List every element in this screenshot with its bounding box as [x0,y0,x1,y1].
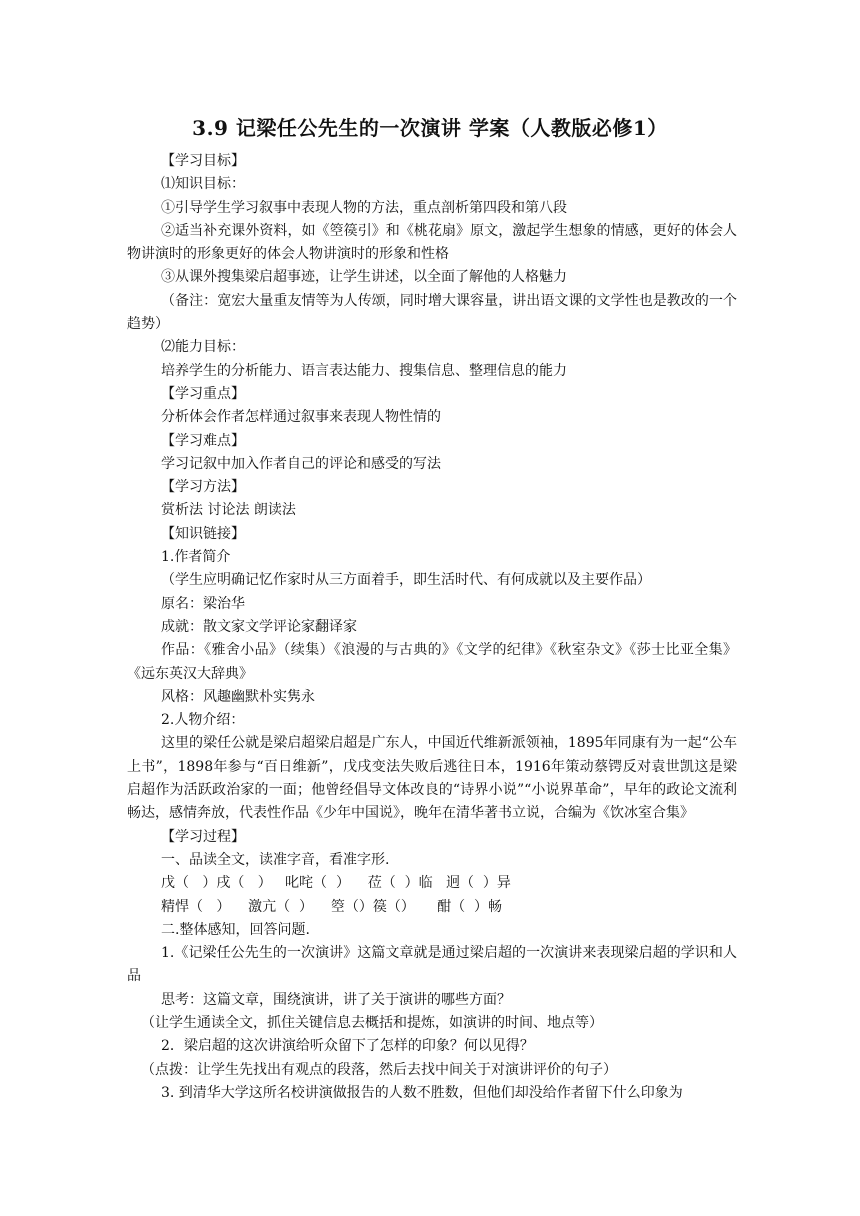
paragraph: 风格：风趣幽默朴实隽永 [161,688,315,705]
paragraph: 【学习难点】 [161,432,245,449]
paragraph: 赏析法 讨论法 朗读法 [161,502,296,519]
paragraph: 【学习重点】 [161,385,245,402]
document-body [127,150,737,1105]
paragraph: （让学生通读全文，抓住关键信息去概括和提炼，如演讲的时间、地点等） [141,1014,603,1031]
paragraph: 1.作者简介 [161,549,231,566]
paragraph: 培养学生的分析能力、语言表达能力、搜集信息、整理信息的能力 [161,362,567,379]
paragraph: 【学习方法】 [161,479,245,496]
paragraph: （学生应明确记忆作家时从三方面着手，即生活时代、有何成就以及主要作品） [161,572,651,589]
paragraph: 【学习过程】 [161,828,245,845]
paragraph: （备注：宽宏大量重友情等为人传颂，同时增大课容量，讲出语文课的文学性也是教改的一个趋势） [127,292,737,333]
paragraph: 【知识链接】 [161,525,245,542]
paragraph: 2．梁启超的这次讲演给听众留下了怎样的印象？何以见得？ [161,1038,534,1055]
paragraph: 这里的梁任公就是梁启超梁启超是广东人，中国近代维新派领袖，1895年同康有为一起“公车上书”，1898年参与“百日维新”，戊戌变法失败后逃往日本，1916年策动蔡锷反对袁世凯这是梁启超作为活跃政治家的一面；他曾经倡导文体改良的“诗界小说”“小说界革命”，早年的政论文流利畅达，感情奔放，代表性作品《少年中国说》，晚年在清华著书立说，合编为《饮冰室合集》 [127,735,737,822]
paragraph: ③从课外搜集梁启超事迹，让学生讲述，以全面了解他的人格魅力 [161,269,567,286]
paragraph: 学习记叙中加入作者自己的评论和感受的写法 [161,455,441,472]
paragraph: 原名：梁治华 [161,595,245,612]
paragraph: 分析体会作者怎样通过叙事来表现人物性情的 [161,409,441,426]
paragraph: ⑴知识目标： [161,176,245,193]
paragraph: 一、品读全文，读准字音，看准字形. [161,851,390,868]
paragraph: 成就：散文家文学评论家翻译家 [161,618,357,635]
paragraph: 戊（ ）戌（ ） 叱咤（ ） 莅（ ）临 迥（ ）异 [161,875,511,892]
paragraph: 1.《记梁任公先生的一次演讲》这篇文章就是通过梁启超的一次演讲来表现梁启超的学识和人品 [127,945,737,985]
paragraph: ⑵能力目标： [161,339,245,356]
paragraph: 作品：《雅舍小品》（续集）《浪漫的与古典的》《文学的纪律》《秋室杂文》《莎士比亚全集》《远东英汉大辞典》 [127,642,737,682]
paragraph: 二.整体感知，回答问题. [161,921,310,938]
paragraph: 【学习目标】 [161,153,245,169]
paragraph: 3. 到清华大学这所名校讲演做报告的人数不胜数，但他们却没给作者留下什么印象为 [161,1084,683,1101]
paragraph: 2.人物介绍： [161,712,245,729]
paragraph: ①引导学生学习叙事中表现人物的方法，重点剖析第四段和第八段 [161,199,567,216]
paragraph: 精悍（ ） 激亢（ ） 箜（）篌（） 酣（ ）畅 [161,898,503,915]
paragraph: （点拨：让学生先找出有观点的段落，然后去找中间关于对演讲评价的句子） [141,1061,617,1078]
paragraph: 思考：这篇文章，围绕演讲，讲了关于演讲的哪些方面？ [161,991,511,1008]
page-title: 3.9 记梁任公先生的一次演讲 学案（人教版必修1） [192,116,668,140]
paragraph: ②适当补充课外资料，如《箜篌引》和《桃花扇》原文，激起学生想象的情感，更好的体会人物讲演时的形象更好的体会人物讲演时的形象和性格 [127,222,737,263]
